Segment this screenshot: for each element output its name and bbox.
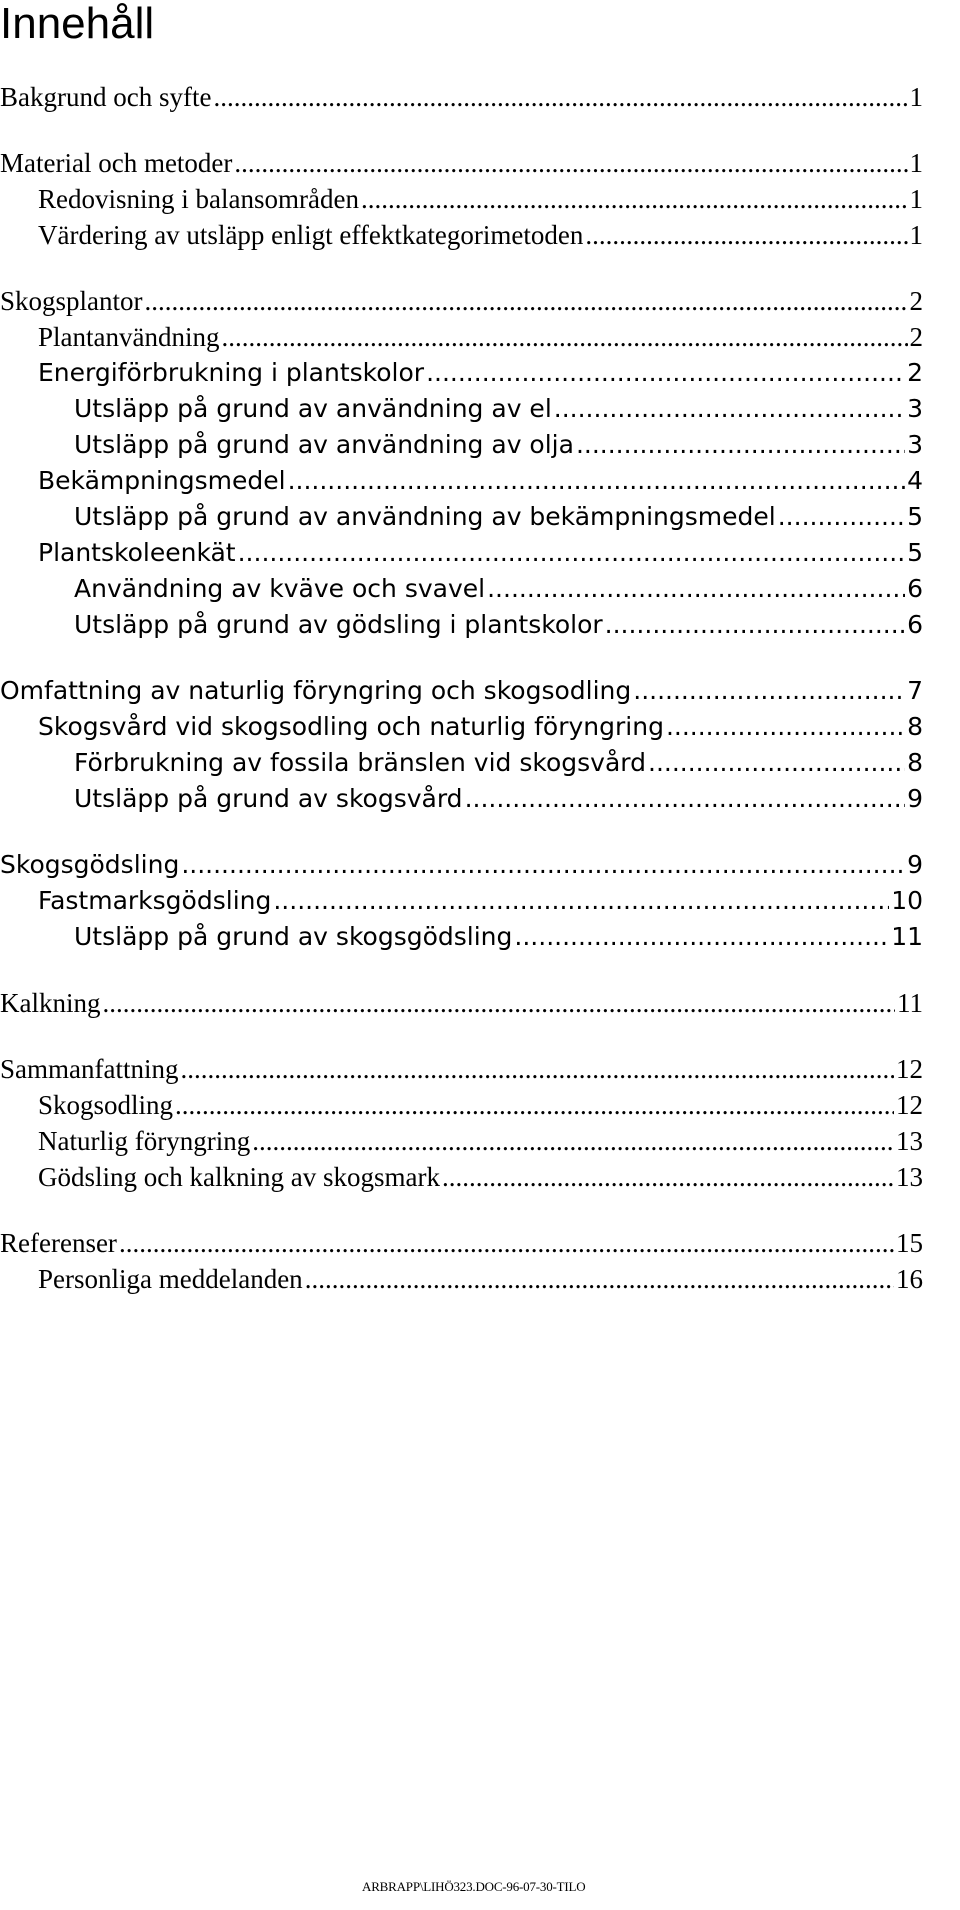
toc-entry-page-number: 16 bbox=[896, 1264, 923, 1294]
toc-dot-leader bbox=[554, 391, 905, 427]
toc-entry[interactable] bbox=[0, 919, 923, 955]
toc-entry-title: Bakgrund och syfte bbox=[0, 82, 212, 112]
toc-dot-leader bbox=[103, 985, 896, 1021]
toc-dot-leader bbox=[361, 181, 908, 217]
toc-entry-page-number: 15 bbox=[896, 1228, 923, 1258]
toc-entry-page-number: 13 bbox=[896, 1162, 923, 1192]
toc-entry[interactable] bbox=[0, 1159, 923, 1195]
toc-entry-page-number: 4 bbox=[907, 466, 923, 495]
toc-entry[interactable] bbox=[0, 571, 923, 607]
toc-entry[interactable] bbox=[0, 781, 923, 817]
toc-dot-leader bbox=[238, 535, 905, 571]
toc-entry[interactable] bbox=[0, 427, 923, 463]
toc-entry-page-number: 2 bbox=[907, 358, 923, 387]
toc-entry[interactable] bbox=[0, 745, 923, 781]
toc-dot-leader bbox=[234, 145, 907, 181]
toc-entry[interactable] bbox=[0, 607, 923, 643]
toc-entry-title: Plantskoleenkät bbox=[38, 538, 236, 567]
toc-entry-title: Kalkning bbox=[0, 988, 101, 1018]
toc-entry[interactable] bbox=[0, 985, 923, 1021]
toc-entry[interactable] bbox=[0, 1123, 923, 1159]
toc-entry-title: Gödsling och kalkning av skogsmark bbox=[38, 1162, 440, 1192]
toc-dot-leader bbox=[487, 571, 905, 607]
toc-entry-page-number: 8 bbox=[907, 748, 923, 777]
toc-entry[interactable] bbox=[0, 1261, 923, 1297]
toc-dot-leader bbox=[426, 355, 905, 391]
toc-entry[interactable] bbox=[0, 283, 923, 319]
toc-entry-page-number: 10 bbox=[891, 886, 923, 915]
toc-entry-page-number: 6 bbox=[907, 610, 923, 639]
toc-entry-title: Utsläpp på grund av användning av olja bbox=[74, 430, 574, 459]
toc-dot-leader bbox=[119, 1225, 894, 1261]
toc-entry-title: Energiförbrukning i plantskolor bbox=[38, 358, 425, 387]
toc-entry-title: Skogsvård vid skogsodling och naturlig föryngring bbox=[38, 712, 664, 741]
toc-dot-leader bbox=[465, 781, 906, 817]
toc-entry-page-number: 2 bbox=[909, 322, 923, 352]
toc-dot-leader bbox=[252, 1123, 894, 1159]
toc-dot-leader bbox=[633, 673, 905, 709]
toc-entry[interactable] bbox=[0, 463, 923, 499]
toc-entry-page-number: 1 bbox=[909, 148, 923, 178]
toc-entry-title: Fastmarksgödsling bbox=[38, 886, 272, 915]
toc-entry[interactable] bbox=[0, 847, 923, 883]
toc-entry[interactable] bbox=[0, 499, 923, 535]
toc-dot-leader bbox=[305, 1261, 894, 1297]
toc-entry-title: Bekämpningsmedel bbox=[38, 466, 286, 495]
toc-entry-title: Utsläpp på grund av gödsling i plantskolor bbox=[74, 610, 603, 639]
toc-entry-title: Utsläpp på grund av skogsvård bbox=[74, 784, 463, 813]
toc-dot-leader bbox=[175, 1087, 894, 1123]
toc-entry-title: Skogsplantor bbox=[0, 286, 143, 316]
toc-entry[interactable] bbox=[0, 391, 923, 427]
toc-entry-page-number: 9 bbox=[907, 850, 923, 879]
toc-entry[interactable] bbox=[0, 883, 923, 919]
toc-entry[interactable] bbox=[0, 319, 923, 355]
toc-dot-leader bbox=[666, 709, 905, 745]
toc-entry-title: Omfattning av naturlig föryngring och skogsodling bbox=[0, 676, 632, 705]
toc-dot-leader bbox=[778, 499, 905, 535]
toc-entry[interactable] bbox=[0, 673, 923, 709]
toc-entry[interactable] bbox=[0, 1051, 923, 1087]
toc-entry-page-number: 12 bbox=[896, 1090, 923, 1120]
toc-dot-leader bbox=[576, 427, 905, 463]
toc-entry-page-number: 2 bbox=[909, 286, 923, 316]
toc-entry-title: Utsläpp på grund av skogsgödsling bbox=[74, 922, 513, 951]
toc-entry-page-number: 1 bbox=[909, 82, 923, 112]
toc-dot-leader bbox=[442, 1159, 894, 1195]
toc-dot-leader bbox=[605, 607, 905, 643]
page-title: Innehåll bbox=[0, 0, 155, 48]
toc-dot-leader bbox=[514, 919, 889, 955]
toc-entry[interactable] bbox=[0, 709, 923, 745]
toc-entry-title: Värdering av utsläpp enligt effektkategorimetoden bbox=[38, 220, 584, 250]
toc-entry-page-number: 7 bbox=[907, 676, 923, 705]
toc-entry-title: Personliga meddelanden bbox=[38, 1264, 303, 1294]
toc-entry[interactable] bbox=[0, 181, 923, 217]
toc-dot-leader bbox=[181, 847, 905, 883]
toc-entry[interactable] bbox=[0, 535, 923, 571]
toc-entry-title: Skogsgödsling bbox=[0, 850, 180, 879]
toc-entry-page-number: 11 bbox=[897, 988, 923, 1018]
toc-dot-leader bbox=[213, 79, 907, 115]
toc-dot-leader bbox=[221, 319, 907, 355]
toc-entry[interactable] bbox=[0, 355, 923, 391]
toc-entry-title: Förbrukning av fossila bränslen vid skogsvård bbox=[74, 748, 646, 777]
toc-entry-page-number: 6 bbox=[907, 574, 923, 603]
toc-entry-title: Utsläpp på grund av användning av bekämpningsmedel bbox=[74, 502, 776, 531]
toc-dot-leader bbox=[585, 217, 907, 253]
toc-dot-leader bbox=[180, 1051, 894, 1087]
toc-entry[interactable] bbox=[0, 1087, 923, 1123]
toc-entry[interactable] bbox=[0, 79, 923, 115]
toc-entry-page-number: 3 bbox=[907, 430, 923, 459]
toc-entry-page-number: 9 bbox=[907, 784, 923, 813]
toc-dot-leader bbox=[273, 883, 889, 919]
toc-dot-leader bbox=[145, 283, 908, 319]
toc-entry-title: Plantanvändning bbox=[38, 322, 220, 352]
toc-entry-title: Material och metoder bbox=[0, 148, 233, 178]
toc-entry[interactable] bbox=[0, 1225, 923, 1261]
toc-entry-page-number: 13 bbox=[896, 1126, 923, 1156]
footer-file-reference: ARBRAPP\LIHÖ323.DOC-96-07-30-TILO bbox=[362, 1879, 586, 1894]
toc-entry-page-number: 11 bbox=[891, 922, 923, 951]
toc-entry-title: Sammanfattning bbox=[0, 1054, 179, 1084]
toc-entry-title: Användning av kväve och svavel bbox=[74, 574, 486, 603]
toc-entry-title: Redovisning i balansområden bbox=[38, 184, 359, 214]
toc-entry-page-number: 12 bbox=[896, 1054, 923, 1084]
toc-dot-leader bbox=[288, 463, 906, 499]
toc-entry-page-number: 3 bbox=[907, 394, 923, 423]
toc-entry[interactable] bbox=[0, 145, 923, 181]
table-of-contents bbox=[0, 79, 923, 1297]
toc-entry-title: Naturlig föryngring bbox=[38, 1126, 251, 1156]
toc-entry-page-number: 5 bbox=[907, 502, 923, 531]
toc-entry-title: Referenser bbox=[0, 1228, 117, 1258]
toc-entry-page-number: 1 bbox=[909, 220, 923, 250]
toc-entry[interactable] bbox=[0, 217, 923, 253]
toc-dot-leader bbox=[648, 745, 905, 781]
toc-entry-page-number: 8 bbox=[907, 712, 923, 741]
toc-entry-title: Utsläpp på grund av användning av el bbox=[74, 394, 552, 423]
toc-entry-title: Skogsodling bbox=[38, 1090, 174, 1120]
toc-entry-page-number: 1 bbox=[909, 184, 923, 214]
toc-entry-page-number: 5 bbox=[907, 538, 923, 567]
